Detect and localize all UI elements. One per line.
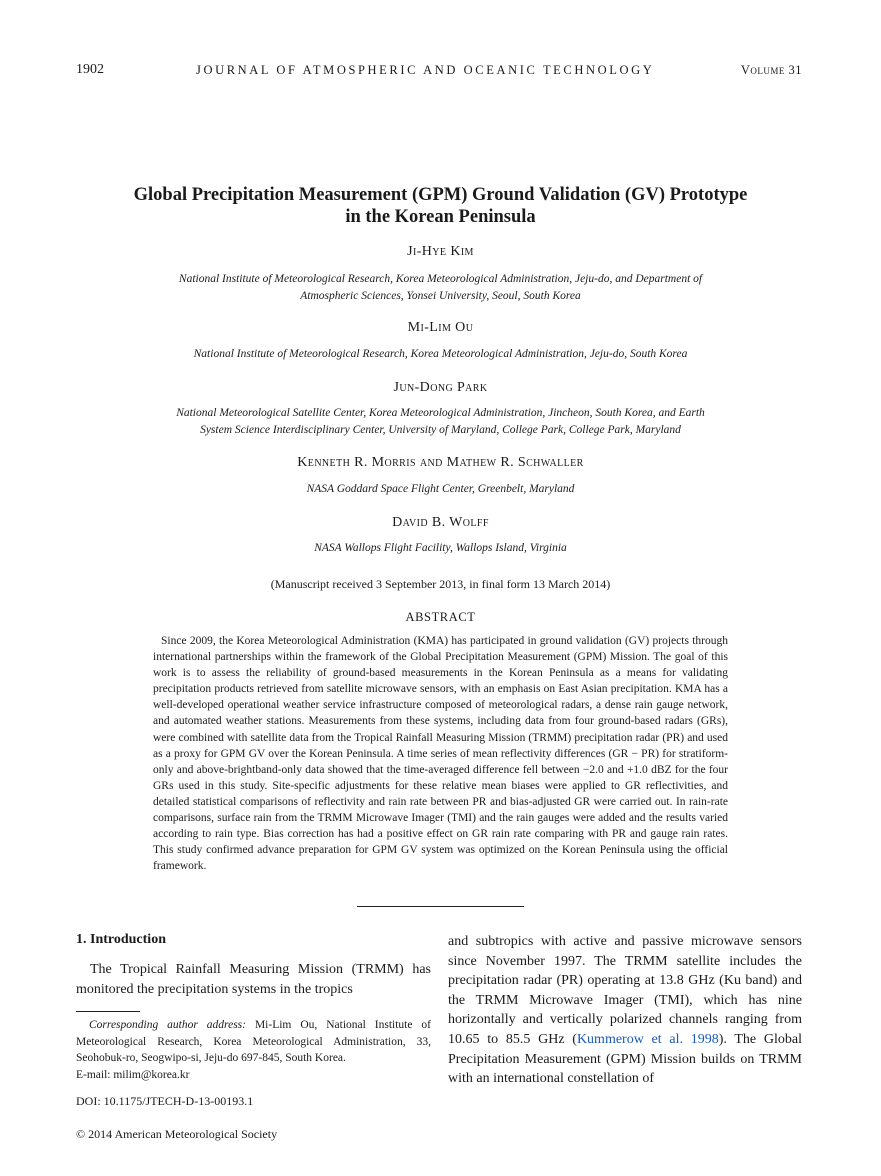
manuscript-received: (Manuscript received 3 September 2013, in final form 13 March 2014) (270, 577, 611, 591)
author-name: Ji-Hye Kim (407, 244, 474, 259)
author-affiliation (60, 405, 821, 439)
volume-label: Volume 31 (740, 63, 802, 77)
affiliation-line: NASA Wallops Flight Facility, Wallops Island, Virginia (314, 542, 567, 554)
footnote-text: Mi-Lim Ou, National Institute of Meteorological Research, Korea Meteorological Administration, 33, Seohobuk-ro, Seogwipo-si, Jeju-do 697-845, South Korea. (76, 1019, 432, 1064)
author-name: Mi-Lim Ou (407, 320, 474, 335)
section-heading: 1. Introduction (76, 932, 166, 947)
author-name: David B. Wolff (392, 515, 489, 530)
abstract-text: Since 2009, the Korea Meteorological Administration (KMA) has participated in ground validation (GV) projects through international partnerships within the framework of the Global Precipitation Measurement (GPM) Mission. The goal of this work is to assess the reliability of ground-based measurements in the Korean Peninsula as a means for validating precipitation products retrieved from satellite microwave sensors, with an emphasis on East Asian precipitation. KMA has a well-developed operational weather service infrastructure composed of meteorological radars, a dense rain gauge network, and automated weather stations. Measurements from these systems, including data from four ground-based radars (GRs), were combined with satellite data from the Tropical Rainfall Measuring Mission (TRMM) precipitation radar (PR) and used as a proxy for GPM GV over the Korean Peninsula. A time series of mean reflectivity differences (GR − PR) for stratiform-only and above-brightband-only data showed that the time-averaged difference fell between −2.0 and +1.0 dBZ for the four GRs used in this study. Site-specific adjustments for these relative mean biases were applied to GR reflectivities, and detailed statistical comparisons of reflectivity and rain rate between PR and bias-adjusted GR were carried out. In rain-rate comparisons, surface rain from the TRMM Microwave Imager (TMI) and the rain gauges were added and the results varied according to rain type. Bias correction has had a positive effect on GR rain rate comparing with PR and gauge rain rates. This study confirmed advance preparation for GPM GV system was optimized on the Korean Peninsula using the official framework. (153, 635, 728, 873)
affiliation-line: Atmospheric Sciences, Yonsei University, Seoul, South Korea (300, 290, 581, 302)
paper-title-line-1: Global Precipitation Measurement (GPM) Ground Validation (GV) Prototype (133, 185, 748, 205)
intro-text: ). The Global Precipitation Measurement (GPM) Mission builds on TRMM with an international constellation of (448, 1031, 802, 1087)
author-affiliation (60, 540, 821, 557)
affiliation-line: National Institute of Meteorological Research, Korea Meteorological Administration, Jeju-do, and Department of (178, 273, 703, 285)
section-divider (357, 906, 524, 907)
footnote-divider (76, 1011, 140, 1012)
abstract-heading: ABSTRACT (405, 610, 476, 624)
page-number: 1902 (76, 62, 104, 77)
footnote-email: E-mail: milim@korea.kr (76, 1068, 190, 1081)
doi: DOI: 10.1175/JTECH-D-13-00193.1 (76, 1094, 254, 1108)
journal-name: JOURNAL OF ATMOSPHERIC AND OCEANIC TECHNOLOGY (196, 63, 655, 77)
affiliation-line: System Science Interdisciplinary Center, University of Maryland, College Park, College Park, Maryland (200, 424, 681, 436)
author-name: Jun-Dong Park (393, 380, 488, 395)
affiliation-line: NASA Goddard Space Flight Center, Greenbelt, Maryland (306, 483, 575, 495)
affiliation-line: National Institute of Meteorological Research, Korea Meteorological Administration, Jeju-do, South Korea (193, 348, 688, 360)
intro-paragraph-right (448, 932, 802, 1089)
footnote-label: Corresponding author address: (89, 1019, 246, 1031)
copyright: © 2014 American Meteorological Society (76, 1127, 278, 1141)
paper-title-line-2: in the Korean Peninsula (345, 207, 536, 227)
author-name: Kenneth R. Morris and Mathew R. Schwaller (297, 455, 584, 470)
citation-link[interactable]: Kummerow et al. 1998 (576, 1031, 719, 1047)
intro-text: and subtropics with active and passive microwave sensors since November 1997. The TRMM satellite includes the precipitation radar (PR) operating at 13.8 GHz (Ku band) and the TRMM Microwave Imager (TMI), which has nine horizontally and vertically polarized channels ranging from 10.65 to 85.5 GHz ( (448, 934, 802, 1047)
paper-title (60, 184, 821, 228)
intro-paragraph-left: The Tropical Rainfall Measuring Mission (TRMM) has monitored the precipitation systems in the tropics (76, 962, 431, 997)
corresponding-author-footnote (76, 1017, 431, 1083)
affiliation-line: National Meteorological Satellite Center, Korea Meteorological Administration, Jincheon, South Korea, and Earth (176, 407, 705, 419)
author-affiliation (60, 481, 821, 498)
author-affiliation (60, 271, 821, 305)
author-affiliation (60, 346, 821, 363)
